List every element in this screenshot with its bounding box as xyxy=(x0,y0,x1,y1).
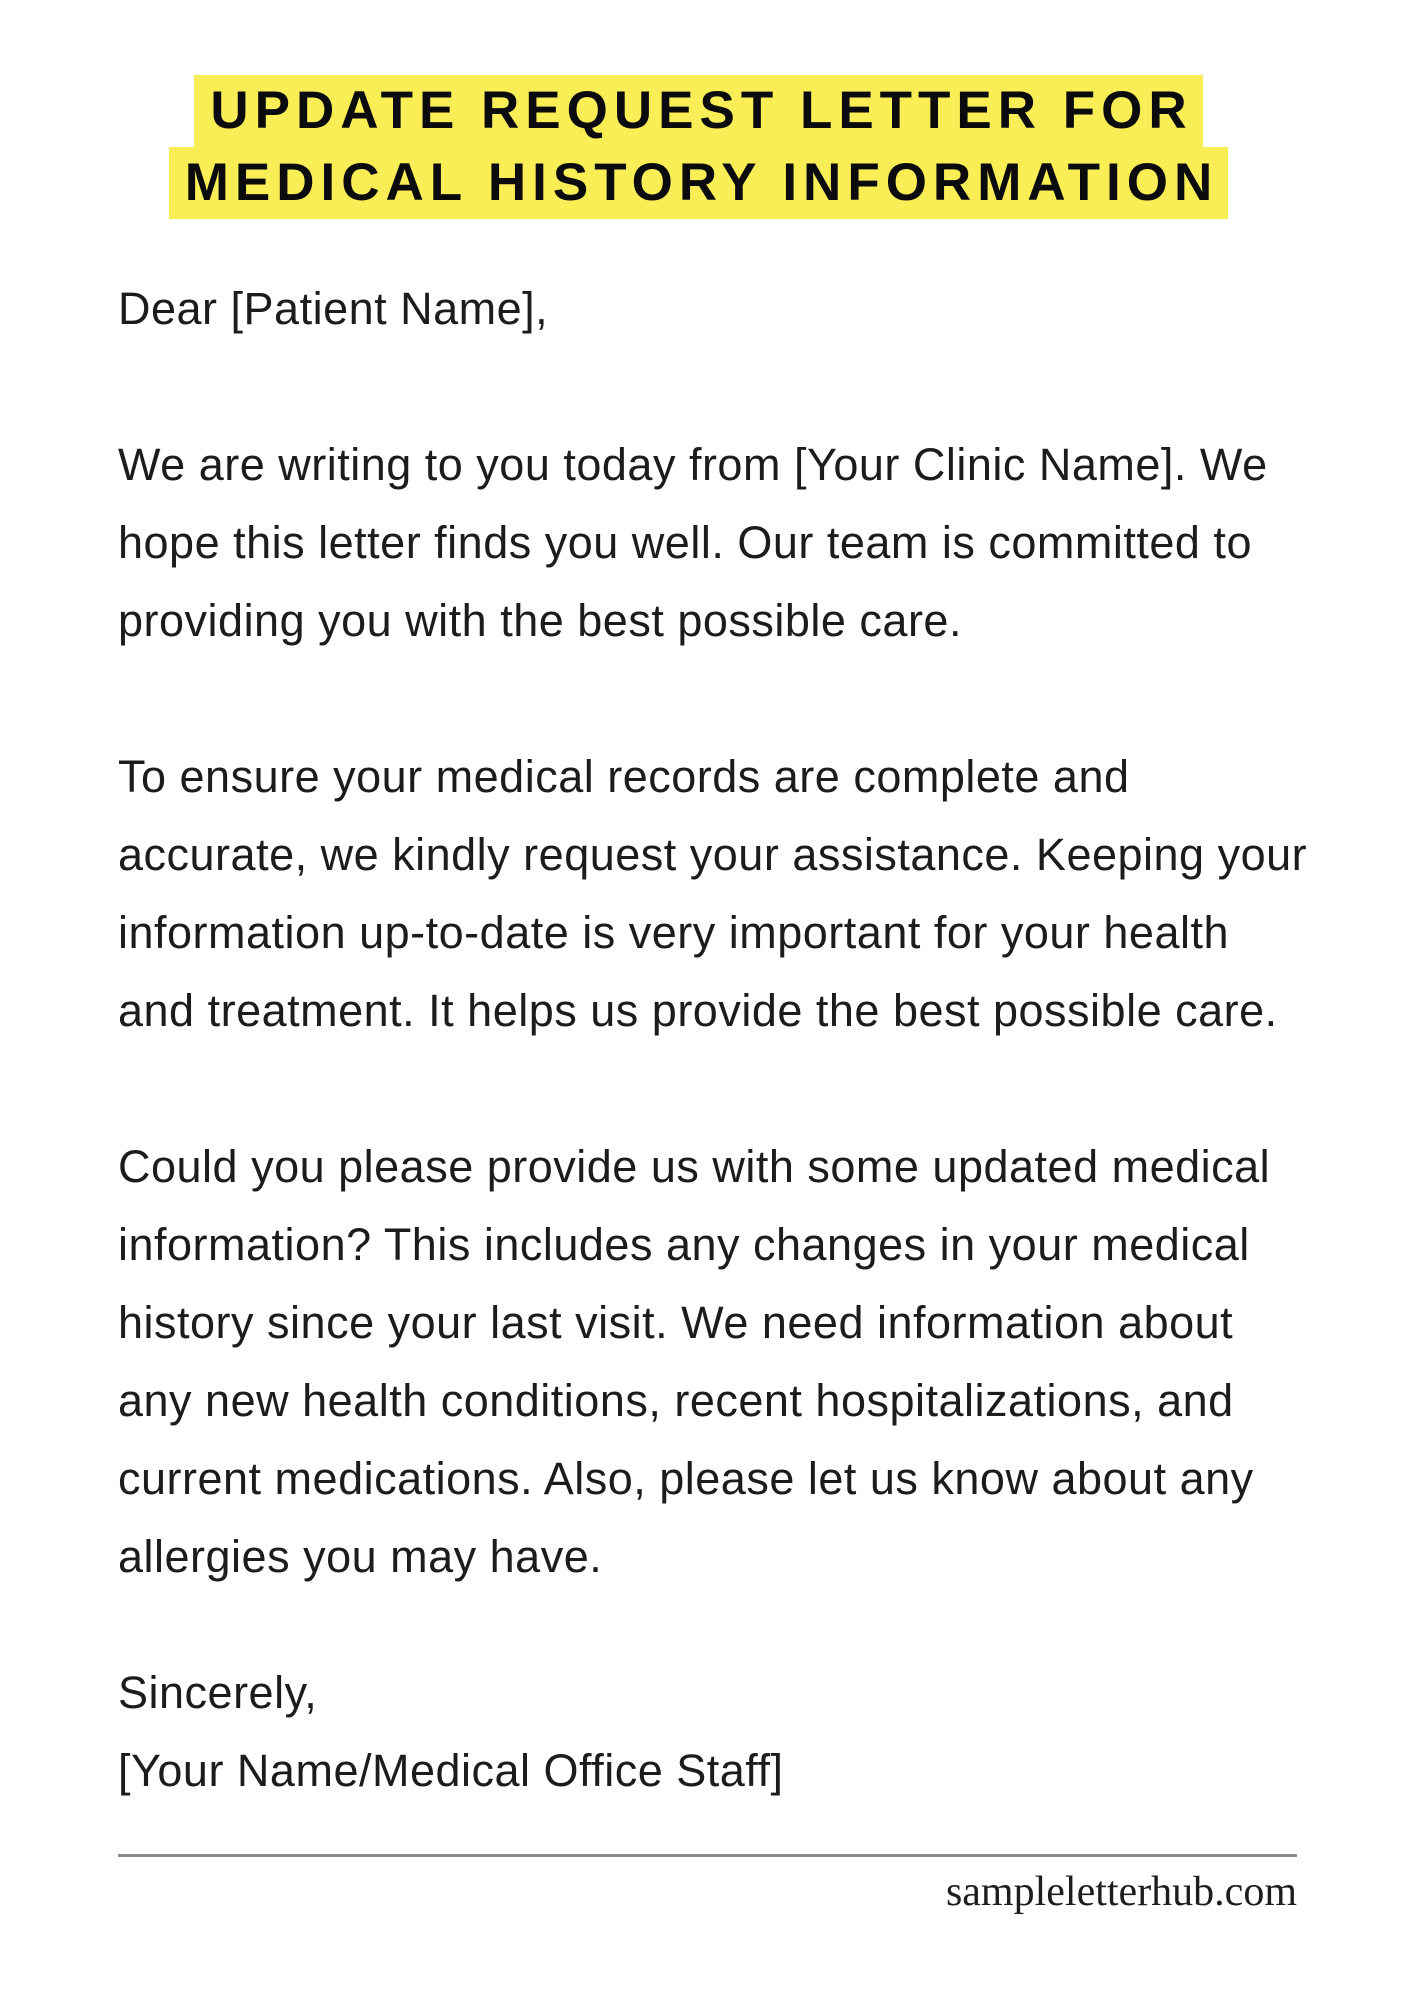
signature-line: [Your Name/Medical Office Staff] xyxy=(118,1745,784,1796)
page-title-line-1-text: UPDATE REQUEST LETTER FOR xyxy=(194,75,1202,147)
paragraph-line: any new health conditions, recent hospitalizations, and xyxy=(118,1375,1234,1426)
footer-divider xyxy=(118,1854,1297,1857)
page-title-line-2-text: MEDICAL HISTORY INFORMATION xyxy=(169,147,1229,219)
paragraph-line: We are writing to you today from [Your Clinic Name]. We xyxy=(118,439,1268,490)
paragraph-line: providing you with the best possible care. xyxy=(118,595,962,646)
closing-line: Sincerely, xyxy=(118,1667,318,1718)
paragraph-1 xyxy=(118,426,1345,660)
paragraph-line: hope this letter finds you well. Our team is committed to xyxy=(118,517,1252,568)
paragraph-line: history since your last visit. We need information about xyxy=(118,1297,1234,1348)
paragraph-line: current medications. Also, please let us know about any xyxy=(118,1453,1254,1504)
salutation: Dear [Patient Name], xyxy=(118,283,549,334)
paragraph-2 xyxy=(118,738,1345,1050)
page-title-line-2 xyxy=(85,147,1312,219)
paragraph-line: information? This includes any changes in your medical xyxy=(118,1219,1250,1270)
paragraph-3 xyxy=(118,1128,1345,1596)
footer-site-name: sampleletterhub.com xyxy=(945,1869,1297,1915)
paragraph-line: Could you please provide us with some updated medical xyxy=(118,1141,1271,1192)
closing-block xyxy=(118,1654,1345,1810)
page-title xyxy=(85,75,1312,219)
paragraph-line: information up-to-date is very important for your health xyxy=(118,907,1230,958)
paragraph-line: To ensure your medical records are complete and xyxy=(118,751,1130,802)
paragraph-line: accurate, we kindly request your assistance. Keeping your xyxy=(118,829,1308,880)
page-title-line-1 xyxy=(85,75,1312,147)
paragraph-line: allergies you may have. xyxy=(118,1531,603,1582)
paragraph-line: and treatment. It helps us provide the best possible care. xyxy=(118,985,1278,1036)
